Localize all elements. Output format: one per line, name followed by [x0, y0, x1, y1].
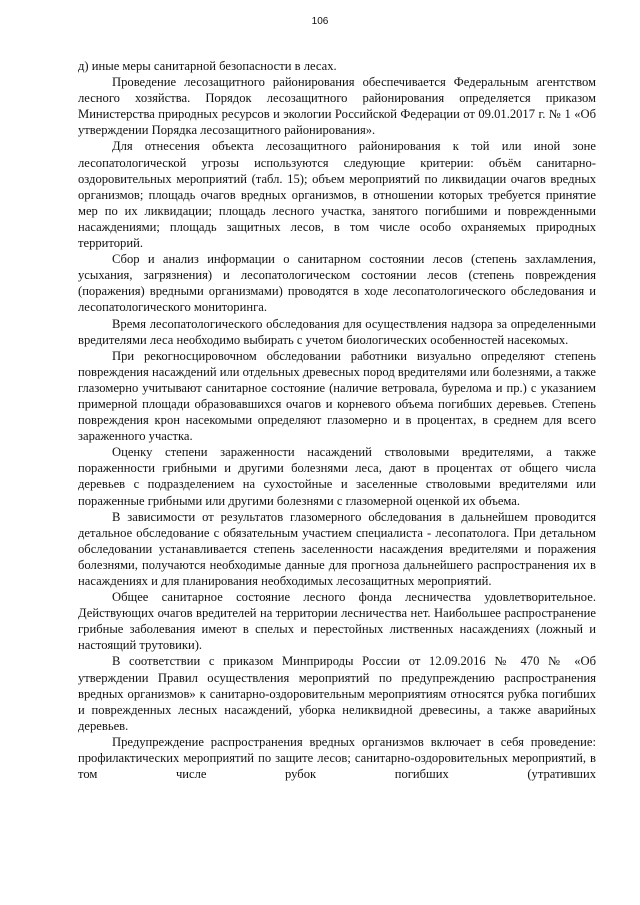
paragraph: Для отнесения объекта лесозащитного районирования к той или иной зоне лесопатологической угрозы используются следующие критерии: объём санитарно-оздоровительных мероприятий (табл. 15); объем мероприятий по ликвидации очагов вредных организмов; площадь очагов вредных организмов, в отношении которых требуется принятие мер по их ликвидации; площадь лесного участка, занятого погибшими и поврежденными насаждениями; площадь защитных лесов, в том числе особо охраняемых природных территорий. [78, 139, 596, 251]
document-body [78, 58, 596, 782]
paragraph: Предупреждение распространения вредных организмов включает в себя проведение: профилактических мероприятий по защите лесов; санитарно-оздоровительных мероприятий, в том числе рубок погибших (утративших [78, 734, 596, 782]
paragraph: Проведение лесозащитного районирования обеспечивается Федеральным агентством лесного хозяйства. Порядок лесозащитного районирования определяется приказом Министерства природных ресурсов и экологии Российской Федерации от 09.01.2017 г. № 1 «Об утверждении Порядка лесозащитного районирования». [78, 75, 596, 138]
paragraph: При рекогносцировочном обследовании работники визуально определяют степень повреждения насаждений или отдельных древесных пород вредителями или болезнями, а также глазомерно учитывают санитарное состояние (наличие ветровала, бурелома и пр.) с указанием примерной площади образовавшихся очагов и корневого объема погибших деревьев. Степень повреждения крон насекомыми определяют глазомерно и в процентах, в среднем для всего зараженного участка. [78, 348, 596, 444]
page-number: 106 [311, 16, 329, 27]
paragraph: Оценку степени зараженности насаждений стволовыми вредителями, а также пораженности грибными и другими болезнями леса, дают в процентах от общего числа деревьев с подразделением на сухостойные и заселенные стволовыми вредителями или пораженные грибными или другими болезнями с глазомерной оценкой их объема. [78, 445, 596, 508]
paragraph: д) иные меры санитарной безопасности в лесах. [78, 59, 337, 73]
paragraph: Сбор и анализ информации о санитарном состоянии лесов (степень захламления, усыхания, загрязнения) и лесопатологическом состоянии лесов (степень повреждения (поражения) вредными организмами) проводятся в ходе лесопатологического обследования и лесопатологического мониторинга. [78, 252, 596, 315]
paragraph: Общее санитарное состояние лесного фонда лесничества удовлетворительное. Действующих очагов вредителей на территории лесничества нет. Наибольшее распространение грибные заболевания имеют в спелых и перестойных лиственных насаждениях (ложный и настоящий трутовики). [78, 590, 596, 653]
paragraph: В соответствии с приказом Минприроды России от 12.09.2016 № 470 № «Об утверждении Правил осуществления мероприятий по предупреждению распространения вредных организмов» к санитарно-оздоровительным мероприятиям относятся рубка погибших и поврежденных лесных насаждений, уборка неликвидной древесины, а также аварийных деревьев. [78, 654, 596, 733]
paragraph: В зависимости от результатов глазомерного обследования в дальнейшем проводится детальное обследование с обязательным участием специалиста - лесопатолога. При детальном обследовании устанавливается степень заселенности насаждения вредителями и поражения болезнями, получаются необходимые данные для прогноза дальнейшего распространения их в насаждениях и для планирования необходимых лесозащитных мероприятий. [78, 509, 596, 588]
paragraph: Время лесопатологического обследования для осуществления надзора за определенными вредителями леса необходимо выбирать с учетом биологических особенностей насекомых. [78, 316, 596, 347]
